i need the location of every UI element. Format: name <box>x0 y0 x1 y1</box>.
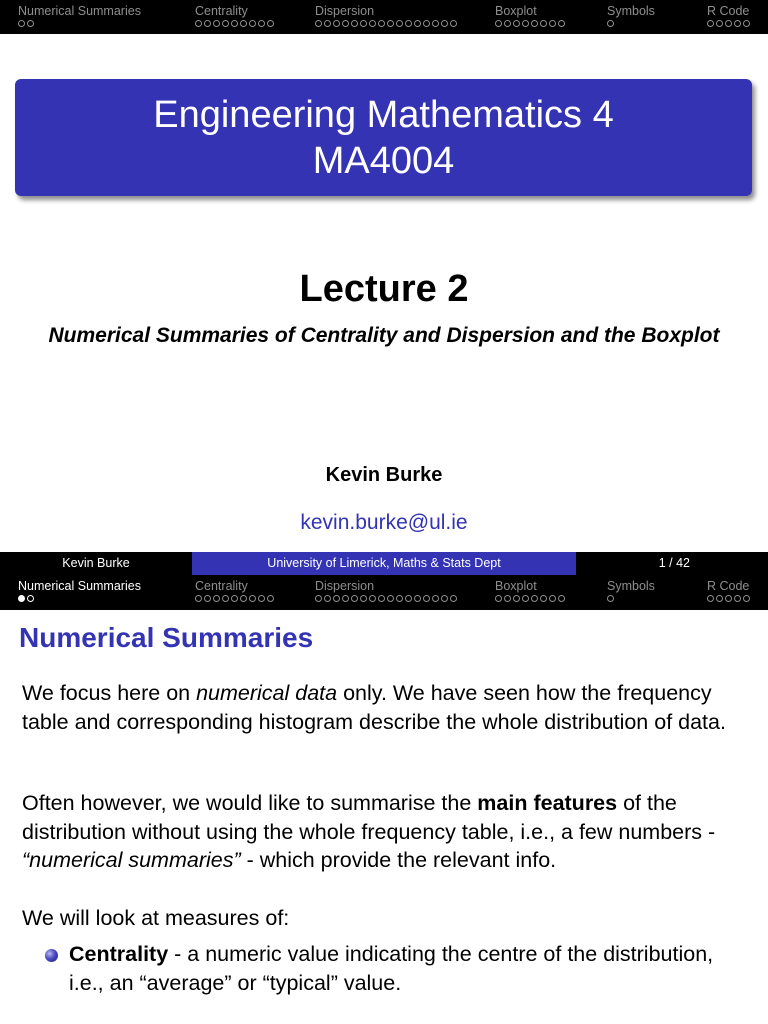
nav-dot[interactable] <box>558 595 565 602</box>
nav-dots-centrality[interactable] <box>195 595 274 602</box>
nav-dot[interactable] <box>513 595 520 602</box>
nav-dot[interactable] <box>743 20 750 27</box>
nav-dot[interactable] <box>414 595 421 602</box>
nav-dot[interactable] <box>423 20 430 27</box>
nav-dot[interactable] <box>204 20 211 27</box>
nav-dot[interactable] <box>495 595 502 602</box>
footer-institution: University of Limerick, Maths & Stats Dept <box>192 552 576 575</box>
emphasis-numerical-summaries: “numerical summaries” <box>22 848 241 872</box>
nav-dot-current[interactable] <box>18 595 25 602</box>
strong-centrality: Centrality <box>69 942 169 966</box>
lecture-number: Lecture 2 <box>299 268 469 310</box>
nav-dot[interactable] <box>213 20 220 27</box>
nav-section-boxplot[interactable]: Boxplot <box>495 4 537 18</box>
nav-section-centrality[interactable]: Centrality <box>195 579 248 593</box>
nav-dot[interactable] <box>734 595 741 602</box>
nav-dots-r-code[interactable] <box>707 595 750 602</box>
nav-dot[interactable] <box>405 20 412 27</box>
nav-section-dispersion[interactable]: Dispersion <box>315 579 375 593</box>
nav-dot[interactable] <box>351 595 358 602</box>
frame-title: Numerical Summaries <box>19 622 314 653</box>
nav-dot[interactable] <box>27 595 34 602</box>
lecture-subtitle: Numerical Summaries of Centrality and Dispersion and the Boxplot <box>48 324 720 347</box>
paragraph-numerical-data <box>22 679 742 736</box>
nav-dot[interactable] <box>531 20 538 27</box>
course-code: MA4004 <box>312 140 455 182</box>
nav-dot[interactable] <box>707 20 714 27</box>
nav-dot[interactable] <box>540 20 547 27</box>
nav-dots-r-code[interactable] <box>707 20 750 27</box>
emphasis-numerical-data: numerical data <box>196 681 338 705</box>
nav-dot[interactable] <box>450 20 457 27</box>
nav-dot[interactable] <box>432 595 439 602</box>
nav-dot[interactable] <box>743 595 750 602</box>
nav-dot[interactable] <box>222 595 229 602</box>
nav-dot[interactable] <box>258 20 265 27</box>
nav-dot[interactable] <box>249 595 256 602</box>
nav-dot[interactable] <box>195 595 202 602</box>
nav-dot[interactable] <box>607 595 614 602</box>
nav-dot[interactable] <box>204 595 211 602</box>
text-run: of the distribution without using the whole frequency table, i.e., a few numbers - <box>22 791 716 844</box>
nav-dot[interactable] <box>396 595 403 602</box>
nav-dot[interactable] <box>432 20 439 27</box>
nav-dot[interactable] <box>378 595 385 602</box>
nav-dot[interactable] <box>504 20 511 27</box>
nav-dot[interactable] <box>396 20 403 27</box>
footer-author: Kevin Burke <box>0 552 192 575</box>
nav-dot[interactable] <box>707 595 714 602</box>
nav-dot[interactable] <box>423 595 430 602</box>
text-run: We focus here on <box>22 681 197 705</box>
text-run: only. We have seen how the frequency table and corresponding histogram describe the whole distribution of data. <box>22 681 726 734</box>
text-run: Often however, we would like to summarise the <box>22 791 478 815</box>
bullet-text <box>69 940 749 997</box>
nav-dot[interactable] <box>716 595 723 602</box>
bullet-ball-icon <box>45 949 58 962</box>
nav-dot[interactable] <box>405 595 412 602</box>
nav-dot[interactable] <box>267 20 274 27</box>
nav-dot[interactable] <box>222 20 229 27</box>
nav-dot[interactable] <box>231 20 238 27</box>
nav-dot[interactable] <box>240 20 247 27</box>
paragraph-main-features <box>22 789 742 875</box>
nav-dot[interactable] <box>315 20 322 27</box>
nav-dot[interactable] <box>414 20 421 27</box>
nav-dot[interactable] <box>324 595 331 602</box>
nav-dot[interactable] <box>27 20 34 27</box>
nav-dot[interactable] <box>333 20 340 27</box>
nav-section-symbols[interactable]: Symbols <box>607 579 655 593</box>
nav-dot[interactable] <box>725 595 732 602</box>
nav-dot[interactable] <box>195 20 202 27</box>
nav-dot[interactable] <box>369 20 376 27</box>
nav-dot[interactable] <box>522 20 529 27</box>
second-navigation-bar <box>0 575 768 610</box>
nav-dot[interactable] <box>18 20 25 27</box>
text-run: - a numeric value indicating the centre of the distribution, i.e., an “average” or “typical” value. <box>69 942 714 995</box>
nav-section-dispersion[interactable]: Dispersion <box>315 4 375 18</box>
nav-dot[interactable] <box>324 20 331 27</box>
nav-dot[interactable] <box>513 20 520 27</box>
nav-dot[interactable] <box>267 595 274 602</box>
nav-dot[interactable] <box>558 20 565 27</box>
strong-main-features: main features <box>477 791 618 815</box>
nav-dot[interactable] <box>387 595 394 602</box>
nav-dot[interactable] <box>504 595 511 602</box>
nav-dot[interactable] <box>231 595 238 602</box>
nav-dot[interactable] <box>342 20 349 27</box>
nav-dot[interactable] <box>441 595 448 602</box>
nav-dots-boxplot[interactable] <box>495 20 565 27</box>
nav-dot[interactable] <box>441 20 448 27</box>
nav-dot[interactable] <box>315 595 322 602</box>
nav-dot[interactable] <box>725 20 732 27</box>
nav-section-centrality[interactable]: Centrality <box>195 4 248 18</box>
nav-dot[interactable] <box>716 20 723 27</box>
nav-dot[interactable] <box>258 595 265 602</box>
nav-dot[interactable] <box>549 20 556 27</box>
course-title: Engineering Mathematics 4 <box>153 94 614 136</box>
nav-dot[interactable] <box>450 595 457 602</box>
nav-section-numerical-summaries-current[interactable]: Numerical Summaries <box>18 579 141 593</box>
text-run: - which provide the relevant info. <box>240 848 557 872</box>
nav-dots-symbols[interactable] <box>607 595 614 602</box>
nav-dot[interactable] <box>369 595 376 602</box>
nav-dot[interactable] <box>378 20 385 27</box>
top-navigation-bar <box>0 0 768 34</box>
nav-dot[interactable] <box>360 20 367 27</box>
nav-dot[interactable] <box>213 595 220 602</box>
nav-dots-symbols[interactable] <box>607 20 614 27</box>
footline <box>0 552 768 575</box>
nav-dot[interactable] <box>734 20 741 27</box>
footer-page-number <box>576 552 768 575</box>
nav-dots-numerical-summaries[interactable] <box>18 20 34 27</box>
author-name: Kevin Burke <box>325 464 443 486</box>
author-email-link[interactable]: kevin.burke@ul.ie <box>300 511 468 534</box>
nav-dot[interactable] <box>342 595 349 602</box>
nav-section-symbols[interactable]: Symbols <box>607 4 655 18</box>
nav-dot[interactable] <box>495 20 502 27</box>
nav-dots-centrality[interactable] <box>195 20 274 27</box>
paragraph-measures-intro: We will look at measures of: <box>22 906 290 930</box>
nav-dot[interactable] <box>240 595 247 602</box>
nav-section-boxplot[interactable]: Boxplot <box>495 579 537 593</box>
page-counter: 1 / 42 <box>658 556 690 570</box>
title-block <box>15 79 752 196</box>
nav-section-numerical-summaries[interactable]: Numerical Summaries <box>18 4 141 18</box>
nav-section-r-code[interactable]: R Code <box>707 4 750 18</box>
nav-dots-numerical-summaries-current[interactable] <box>18 595 34 602</box>
nav-dot[interactable] <box>360 595 367 602</box>
nav-dot[interactable] <box>333 595 340 602</box>
nav-dot[interactable] <box>522 595 529 602</box>
nav-dot[interactable] <box>249 20 256 27</box>
nav-dot[interactable] <box>607 20 614 27</box>
nav-dot[interactable] <box>531 595 538 602</box>
nav-dots-boxplot[interactable] <box>495 595 565 602</box>
nav-dot[interactable] <box>540 595 547 602</box>
nav-dots-dispersion[interactable] <box>315 20 457 27</box>
nav-dot[interactable] <box>549 595 556 602</box>
nav-section-r-code[interactable]: R Code <box>707 579 750 593</box>
nav-dots-dispersion[interactable] <box>315 595 457 602</box>
nav-dot[interactable] <box>351 20 358 27</box>
nav-dot[interactable] <box>387 20 394 27</box>
